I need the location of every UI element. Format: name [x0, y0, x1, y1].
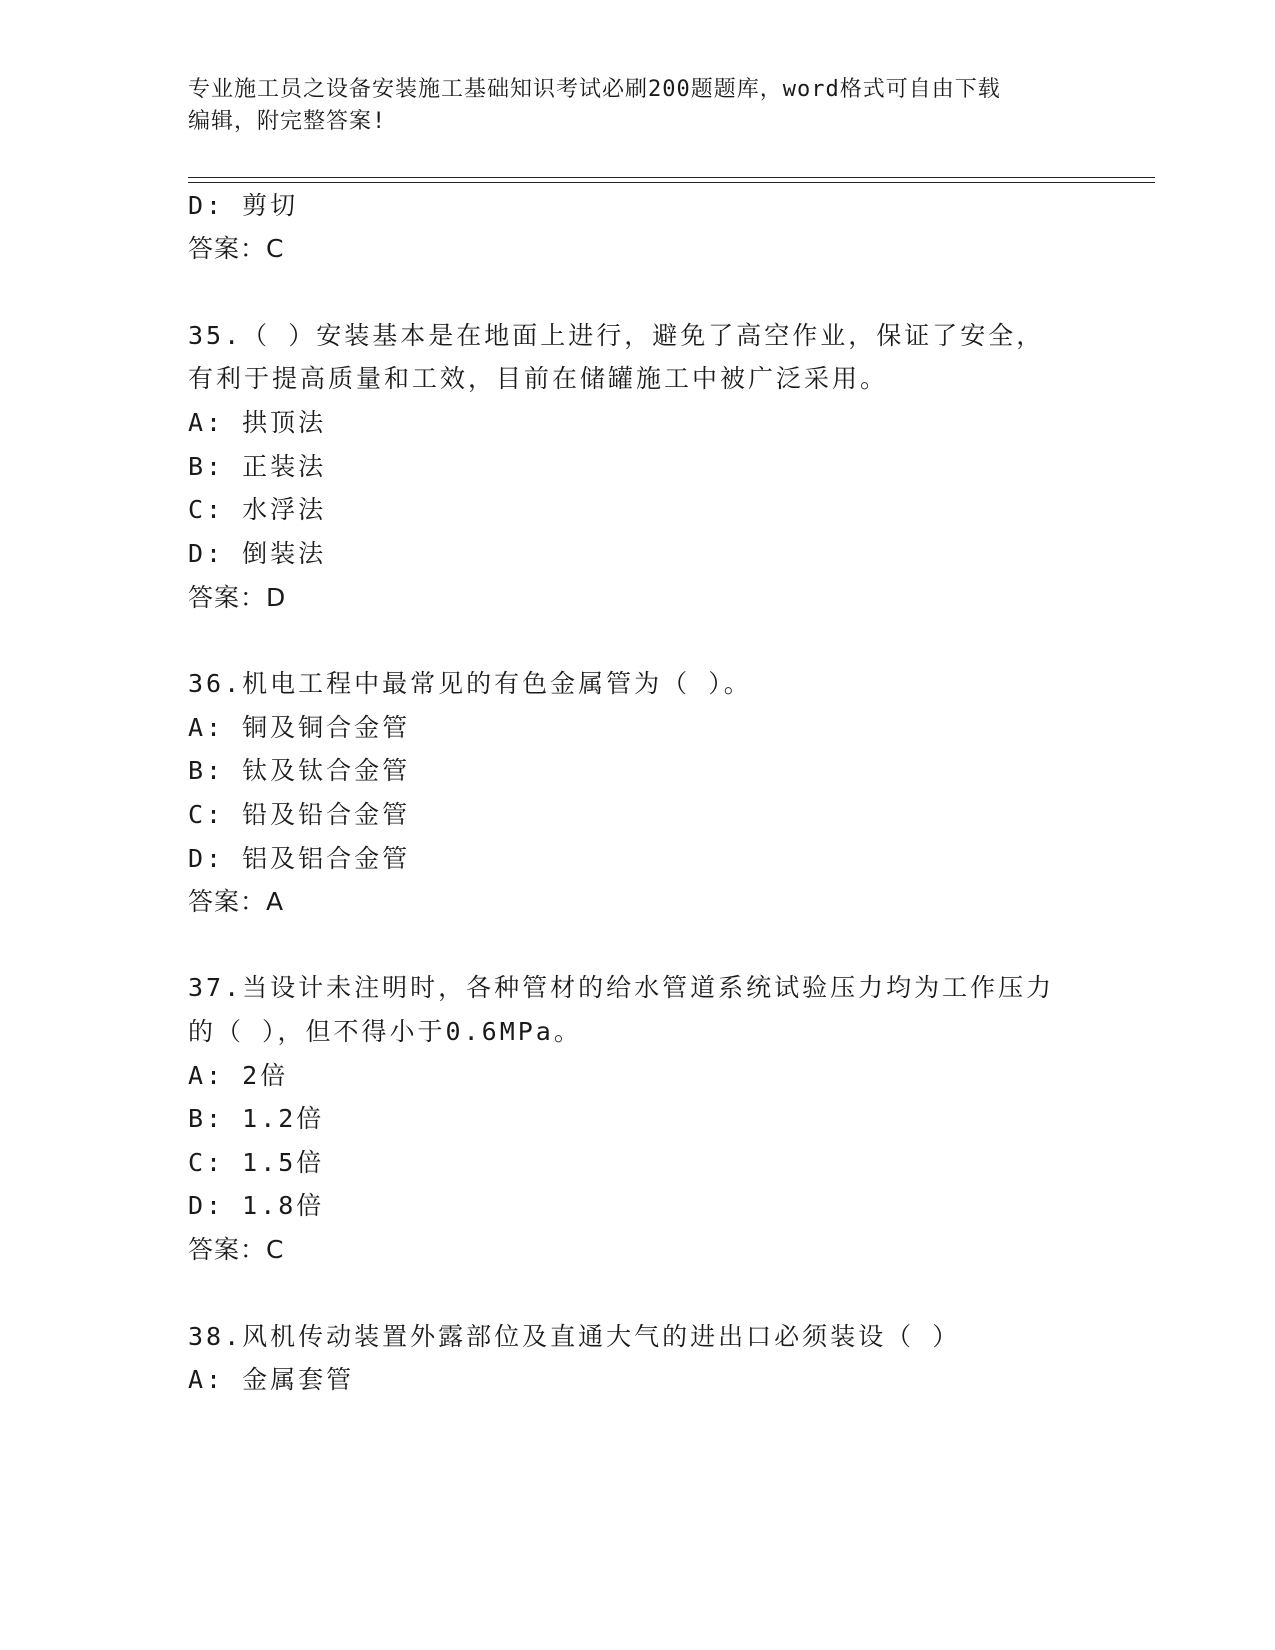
question-35-option-d: D: 倒装法 — [188, 539, 327, 568]
question-37-option-b: B: 1.2倍 — [188, 1104, 325, 1133]
question-37-stem-line-2: 的（ ），但不得小于0.6MPa。 — [188, 1017, 582, 1046]
question-35-option-b: B: 正装法 — [188, 452, 327, 481]
question-37-option-a: A: 2倍 — [188, 1061, 289, 1090]
question-35-option-a: A: 拱顶法 — [188, 408, 327, 437]
question-37-option-c: C: 1.5倍 — [188, 1148, 325, 1177]
question-35-stem-line-1: 35.（ ）安装基本是在地面上进行，避免了高空作业，保证了安全， — [188, 321, 1045, 350]
question-35-option-c: C: 水浮法 — [188, 495, 327, 524]
question-36-option-c: C: 铅及铅合金管 — [188, 800, 411, 829]
question-36-option-a: A: 铜及铜合金管 — [188, 713, 411, 742]
header-divider-bottom — [188, 182, 1155, 183]
question-37-stem-line-1: 37.当设计未注明时，各种管材的给水管道系统试验压力均为工作压力 — [188, 973, 1055, 1002]
question-37-option-d: D: 1.8倍 — [188, 1191, 325, 1220]
prev-answer: 答案：C — [188, 234, 285, 263]
question-38-stem-line-1: 38.风机传动装置外露部位及直通大气的进出口必须装设（ ） — [188, 1322, 961, 1351]
question-37-answer: 答案：C — [188, 1235, 285, 1264]
question-36-stem-line-1: 36.机电工程中最常见的有色金属管为（ ）。 — [188, 669, 752, 698]
question-36-answer: 答案：A — [188, 887, 285, 916]
header-title-line-2: 编辑，附完整答案! — [188, 109, 387, 134]
question-36-option-d: D: 铝及铝合金管 — [188, 844, 411, 873]
question-36-option-b: B: 钛及钛合金管 — [188, 756, 411, 785]
question-38-option-a: A: 金属套管 — [188, 1365, 355, 1394]
header-divider-top — [188, 177, 1155, 178]
header-title-line-1: 专业施工员之设备安装施工基础知识考试必刷200题题库，word格式可自由下载 — [188, 77, 1001, 102]
prev-option-d: D: 剪切 — [188, 191, 299, 220]
question-35-answer: 答案：D — [188, 583, 287, 612]
question-35-stem-line-2: 有利于提高质量和工效，目前在储罐施工中被广泛采用。 — [188, 364, 889, 393]
document-header — [188, 74, 1068, 138]
